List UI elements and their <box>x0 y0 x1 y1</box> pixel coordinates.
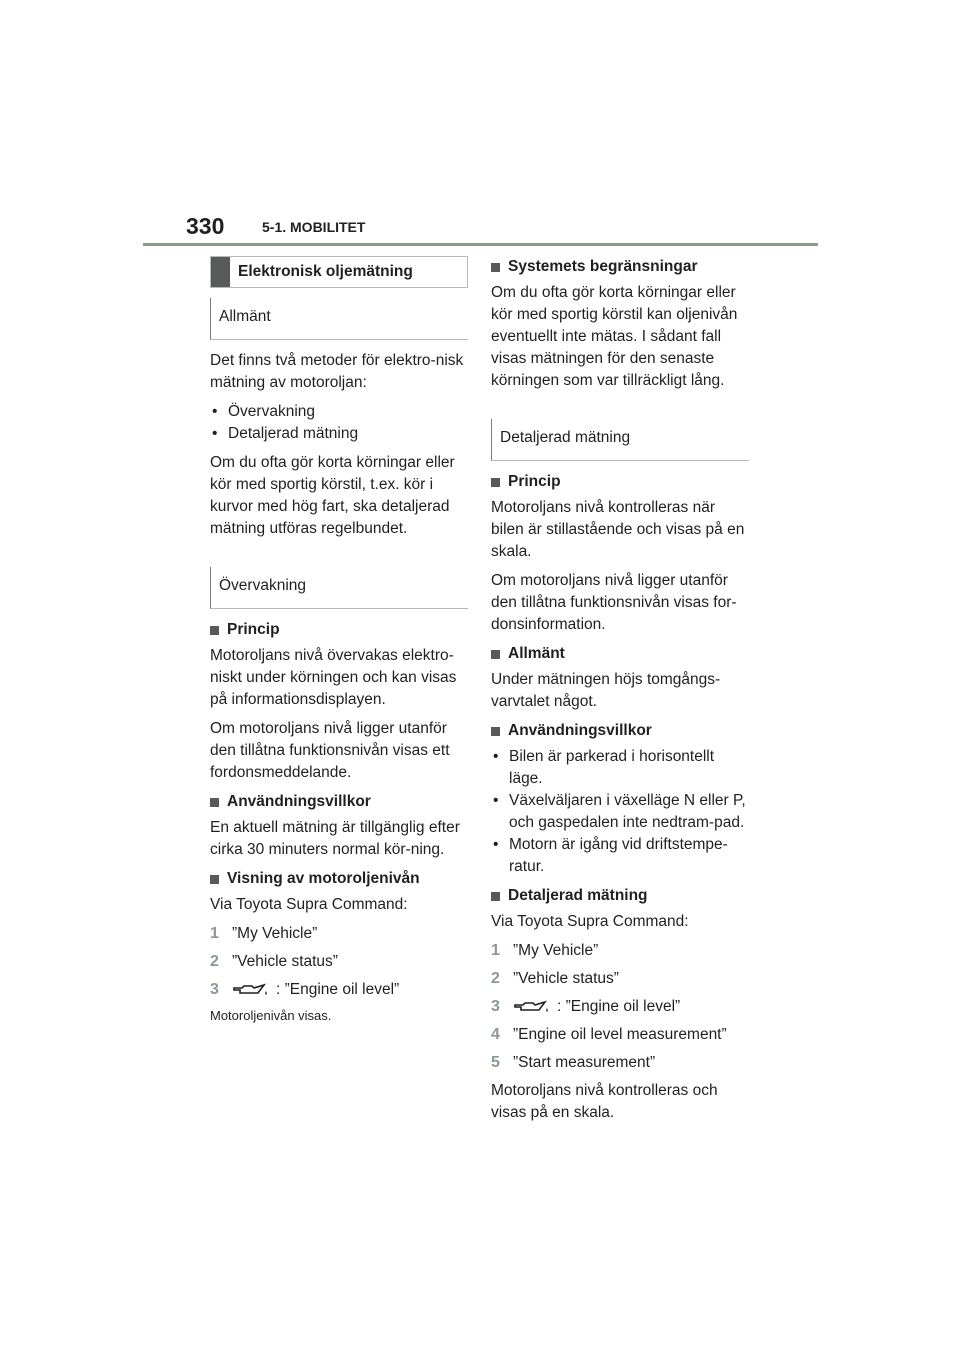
step <box>210 951 468 973</box>
paragraph: Via Toyota Supra Command: <box>491 913 689 930</box>
section-heading-text: Elektronisk oljemätning <box>238 263 413 280</box>
subheading-detaljerad: Detaljerad mätning <box>491 419 749 461</box>
step-number: 5 <box>491 1054 500 1071</box>
heading-bar <box>211 257 230 287</box>
header-divider <box>143 243 818 246</box>
subheading-allmant: Allmänt <box>210 298 468 340</box>
square-bullet-icon <box>491 263 500 272</box>
list-item: • Motorn är igång vid driftstempe-ratur. <box>491 834 749 878</box>
step-number: 2 <box>491 970 500 987</box>
step-number: 4 <box>491 1026 500 1043</box>
left-column <box>210 256 468 1032</box>
paragraph: Om du ofta gör korta körningar eller kör med sportig körstil kan oljenivån eventuellt inte mätas. I sådant fall visas mätningen för den senaste körningen som var tillräckligt lång. <box>491 284 738 389</box>
step <box>491 1024 749 1046</box>
marker-heading <box>491 720 749 742</box>
paragraph: Under mätningen höjs tomgångs-varvtalet något. <box>491 671 721 710</box>
step-text: ”My Vehicle” <box>232 925 318 942</box>
right-column <box>491 256 749 1131</box>
subheading-overvakning: Övervakning <box>210 567 468 609</box>
step-text: ”My Vehicle” <box>513 942 599 959</box>
step <box>491 996 749 1018</box>
marker-heading-text: Princip <box>508 473 561 490</box>
step-number: 3 <box>491 998 500 1015</box>
paragraph: Om du ofta gör korta körningar eller kör med sportig körstil, t.ex. kör i kurvor med hög fart, ska detaljerad mätning utföras regelbundet. <box>210 454 455 537</box>
marker-heading-text: Systemets begränsningar <box>508 258 698 275</box>
step-text: ”Vehicle status” <box>232 953 338 970</box>
step-number: 2 <box>210 953 219 970</box>
square-bullet-icon <box>210 626 219 635</box>
list-item: • Växelväljaren i växelläge N eller P, och gaspedalen inte nedtram-pad. <box>491 790 749 834</box>
step <box>210 979 468 1001</box>
marker-heading <box>210 791 468 813</box>
engine-oil-icon <box>513 999 551 1015</box>
step <box>491 940 749 962</box>
step-number: 1 <box>210 925 219 942</box>
square-bullet-icon <box>491 892 500 901</box>
step <box>491 1052 749 1074</box>
square-bullet-icon <box>210 798 219 807</box>
note: Motoroljenivån visas. <box>210 1008 332 1023</box>
paragraph: Motoroljans nivå övervakas elektro-niskt under körningen och kan visas på informationsdisplayen. <box>210 647 457 708</box>
list-item: • Bilen är parkerad i horisontellt läge. <box>491 746 749 790</box>
paragraph: Om motoroljans nivå ligger utanför den tillåtna funktionsnivån visas for-donsinformation. <box>491 572 737 633</box>
condition-list <box>491 746 749 878</box>
marker-heading-text: Visning av motoroljenivån <box>227 870 420 887</box>
list-item: • Detaljerad mätning <box>210 423 468 445</box>
section-heading <box>210 256 468 288</box>
engine-oil-icon <box>232 982 270 998</box>
square-bullet-icon <box>491 727 500 736</box>
paragraph: Via Toyota Supra Command: <box>210 896 408 913</box>
paragraph: En aktuell mätning är tillgänglig efter cirka 30 minuters normal kör-ning. <box>210 819 460 858</box>
step-text: : ”Engine oil level” <box>276 981 400 998</box>
step-text: ”Vehicle status” <box>513 970 619 987</box>
step-number: 3 <box>210 981 219 998</box>
marker-heading-text: Allmänt <box>508 645 565 662</box>
step <box>210 923 468 945</box>
paragraph: Motoroljans nivå kontrolleras när bilen är stillastående och visas på en skala. <box>491 499 745 560</box>
marker-heading <box>491 643 749 665</box>
marker-heading-text: Detaljerad mätning <box>508 887 648 904</box>
step <box>491 968 749 990</box>
marker-heading-text: Princip <box>227 621 280 638</box>
intro-paragraph: Det finns två metoder för elektro-nisk mätning av motoroljan: <box>210 352 464 391</box>
chapter-title: 5-1. MOBILITET <box>262 219 366 235</box>
step-text: ”Start measurement” <box>513 1054 656 1071</box>
marker-heading-text: Användningsvillkor <box>227 793 371 810</box>
marker-heading-text: Användningsvillkor <box>508 722 652 739</box>
step-text: : ”Engine oil level” <box>557 998 681 1015</box>
marker-heading <box>491 256 749 278</box>
paragraph: Motoroljans nivå kontrolleras och visas på en skala. <box>491 1082 718 1121</box>
step-number: 1 <box>491 942 500 959</box>
list-item: • Övervakning <box>210 401 468 423</box>
square-bullet-icon <box>210 875 219 884</box>
square-bullet-icon <box>491 650 500 659</box>
method-list <box>210 401 468 445</box>
marker-heading <box>210 619 468 641</box>
marker-heading <box>491 471 749 493</box>
marker-heading <box>210 868 468 890</box>
page-number: 330 <box>186 213 225 239</box>
square-bullet-icon <box>491 478 500 487</box>
paragraph: Om motoroljans nivå ligger utanför den tillåtna funktionsnivån visas ett fordonsmeddelande. <box>210 720 450 781</box>
marker-heading <box>491 885 749 907</box>
step-text: ”Engine oil level measurement” <box>513 1026 727 1043</box>
